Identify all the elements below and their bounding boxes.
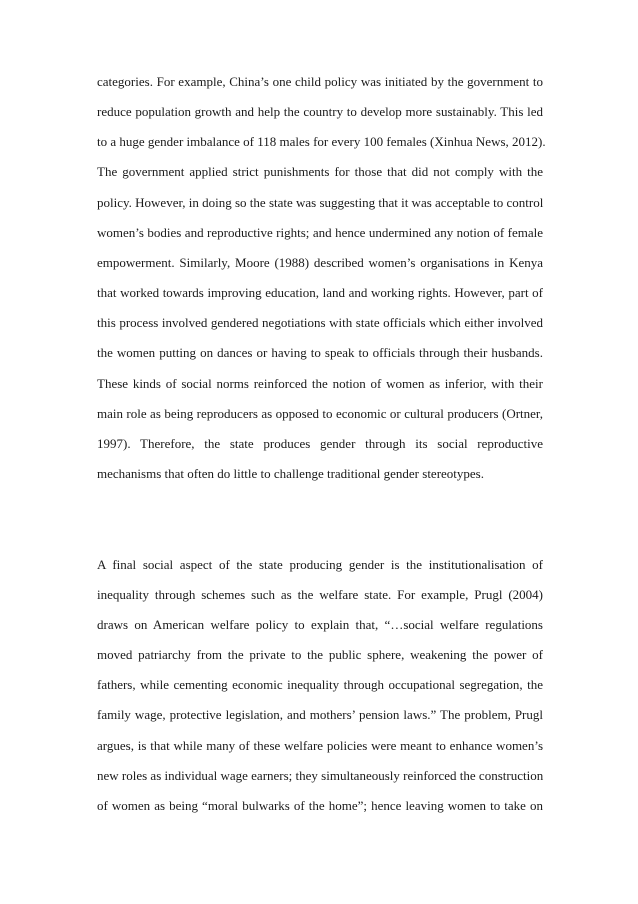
text-line: draws on American welfare policy to explain that, “…social welfare regulations bbox=[97, 617, 543, 632]
text-line: family wage, protective legislation, and mothers’ pension laws.” The problem, Prugl bbox=[97, 707, 543, 722]
text-line: categories. For example, China’s one child policy was initiated by the government to bbox=[97, 74, 543, 89]
text-line: mechanisms that often do little to challenge traditional gender stereotypes. bbox=[97, 466, 484, 481]
text-line: to a huge gender imbalance of 118 males for every 100 females (Xinhua News, 2012). bbox=[97, 134, 546, 149]
text-line: moved patriarchy from the private to the public sphere, weakening the power of bbox=[97, 647, 543, 662]
text-line: The government applied strict punishments for those that did not comply with the bbox=[97, 164, 543, 179]
text-line: 1997). Therefore, the state produces gender through its social reproductive bbox=[97, 436, 543, 451]
text-line: inequality through schemes such as the welfare state. For example, Prugl (2004) bbox=[97, 587, 543, 602]
text-line: women’s bodies and reproductive rights; and hence undermined any notion of female bbox=[97, 225, 543, 240]
text-line: These kinds of social norms reinforced the notion of women as inferior, with their bbox=[97, 376, 543, 391]
text-line: argues, is that while many of these welfare policies were meant to enhance women’s bbox=[97, 738, 543, 753]
text-line: main role as being reproducers as opposed to economic or cultural producers (Ortner, bbox=[97, 406, 543, 421]
text-line: empowerment. Similarly, Moore (1988) described women’s organisations in Kenya bbox=[97, 255, 543, 270]
text-line: that worked towards improving education, land and working rights. However, part of bbox=[97, 285, 543, 300]
text-line: fathers, while cementing economic inequality through occupational segregation, the bbox=[97, 677, 543, 692]
text-line: reduce population growth and help the country to develop more sustainably. This led bbox=[97, 104, 543, 119]
text-line: policy. However, in doing so the state was suggesting that it was acceptable to control bbox=[97, 195, 544, 210]
text-line: new roles as individual wage earners; they simultaneously reinforced the construction bbox=[97, 768, 544, 783]
text-line: the women putting on dances or having to speak to officials through their husbands. bbox=[97, 345, 543, 360]
text-line: A final social aspect of the state producing gender is the institutionalisation of bbox=[97, 557, 543, 572]
text-line: this process involved gendered negotiations with state officials which either involved bbox=[97, 315, 543, 330]
text-line: of women as being “moral bulwarks of the home”; hence leaving women to take on bbox=[97, 798, 543, 813]
